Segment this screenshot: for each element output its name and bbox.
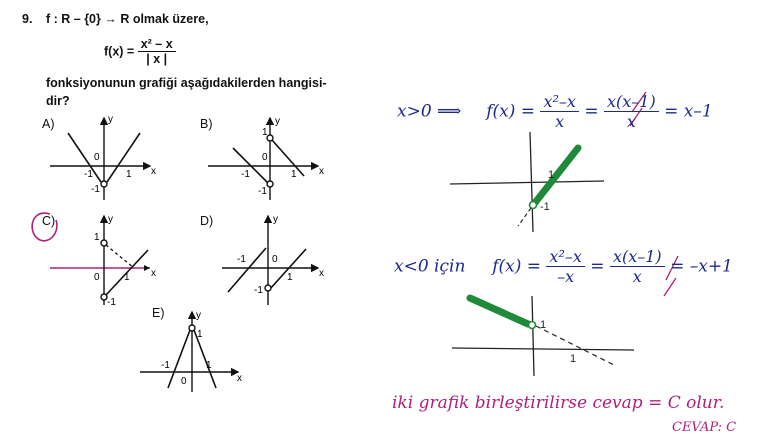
- function-numerator: x² – x: [138, 37, 176, 52]
- question-line-3: fonksiyonunun grafiği aşağıdakilerden hangisi-: [46, 76, 327, 90]
- graph-e-tick: 1: [206, 360, 212, 371]
- case2-condition: x<0 için: [394, 256, 466, 277]
- graph-e-tick: 0: [181, 376, 187, 387]
- sketch2-x-axis: [452, 348, 634, 350]
- sketch2-label: 1: [540, 319, 547, 331]
- graph-a-hole: [101, 181, 107, 187]
- graph-e-x-label: x: [237, 373, 242, 384]
- graph-c-tick: 1: [124, 272, 130, 283]
- solution-answer: CEVAP: C: [672, 420, 737, 435]
- sketch2-green-line: [470, 298, 528, 324]
- case2-frac1-den: –x: [557, 267, 575, 286]
- function-denominator: | x |: [146, 52, 168, 66]
- case2-frac2-num: x(x–1): [610, 247, 665, 267]
- case2-f: f(x) =: [492, 256, 542, 277]
- function-lhs: f(x) =: [104, 44, 135, 59]
- graph-option-b: [208, 116, 324, 200]
- option-a-label: A): [42, 117, 55, 131]
- case2-frac2-den: x: [632, 267, 642, 286]
- case2-result: = –x+1: [670, 256, 733, 277]
- solution-case1: x>0 ⟹ f(x) = $\frac{\text{x²–x}}{x}$ = $\frac{x(x-1)}{x}$ = x–1: [397, 92, 713, 131]
- graph-option-a: [50, 114, 156, 200]
- graph-b-tick: -1: [241, 169, 250, 180]
- solution-case2: x<0 için f(x) = $\frac{\text{x²–x}}{-x}$ = $\frac{x(x-1)}{x}$ = –x+1: [394, 247, 733, 286]
- solution-conclusion: iki grafik birleştirilirse cevap = C olur.: [392, 393, 725, 413]
- sketch1-dashed: [518, 208, 531, 226]
- graph-e-left-branch: [168, 330, 190, 388]
- graph-a-tick: -1: [84, 169, 93, 180]
- sketch2-y-axis: [532, 296, 534, 376]
- graph-d-tick: 0: [272, 254, 278, 265]
- graph-b-x-label: x: [319, 166, 324, 177]
- graph-b-tick: 1: [291, 169, 297, 180]
- sketch1-label: -1: [540, 201, 550, 213]
- graph-c-tick: -1: [107, 297, 116, 308]
- graph-c-tick: 1: [94, 232, 100, 243]
- case1-frac1-num: x²–x: [540, 92, 578, 112]
- option-b-label: B): [200, 117, 213, 131]
- case1-frac2-num: x(x–1): [604, 92, 659, 112]
- graph-b-tick: -1: [258, 186, 267, 197]
- sketch2-label: 1: [570, 353, 577, 365]
- graph-e-y-label: y: [196, 310, 201, 321]
- case1-condition: x>0 ⟹: [397, 101, 462, 122]
- graph-a-y-label: y: [108, 114, 113, 125]
- graph-b-tick: 1: [262, 127, 268, 138]
- graph-a-tick: 0: [94, 152, 100, 163]
- graph-e-hole: [189, 325, 195, 331]
- option-d-label: D): [200, 214, 214, 228]
- option-c-label: C): [42, 214, 56, 228]
- question-line-1: f : R – {0} → R olmak üzere,: [46, 12, 209, 26]
- graph-d-hole: [265, 285, 271, 291]
- graph-option-e: [140, 310, 242, 392]
- solution-sketch-1: [450, 132, 604, 232]
- graph-c-hole-top: [101, 240, 107, 246]
- graph-option-d: [222, 214, 324, 305]
- case1-frac2-den: x: [626, 112, 636, 131]
- graph-c-dashed: [106, 245, 134, 268]
- answer-circle-mark: [32, 213, 57, 241]
- graph-c-tick: 0: [94, 272, 100, 283]
- graph-a-tick: -1: [91, 184, 100, 195]
- solution-sketch-2: [452, 296, 634, 376]
- sketch1-green-line: [534, 148, 578, 204]
- graph-d-tick: 1: [287, 272, 293, 283]
- graph-d-tick: -1: [254, 285, 263, 296]
- sketch1-x-axis: [450, 181, 604, 184]
- graph-d-tick: -1: [237, 254, 246, 265]
- graph-d-y-label: y: [273, 214, 278, 225]
- question-line-4: dir?: [46, 94, 70, 108]
- option-e-label: E): [152, 306, 165, 320]
- graph-a-tick: 1: [126, 169, 132, 180]
- graph-c-y-label: y: [108, 214, 113, 225]
- graph-a-right-branch: [107, 133, 140, 182]
- graph-e-tick: -1: [161, 360, 170, 371]
- graph-b-right-branch: [272, 140, 304, 176]
- graph-option-c: [50, 214, 156, 308]
- sketch1-label: 1: [548, 169, 555, 181]
- graph-b-tick: 0: [262, 152, 268, 163]
- case2-frac1-num: x²–x: [546, 247, 584, 267]
- sketch2-hole: [529, 322, 536, 329]
- graph-c-x-label: x: [151, 268, 156, 279]
- graph-b-y-label: y: [275, 116, 280, 127]
- graph-a-x-label: x: [151, 166, 156, 177]
- case1-result: = x–1: [664, 101, 713, 122]
- graph-b-hole-top: [267, 135, 273, 141]
- case1-f: f(x) =: [486, 101, 536, 122]
- sketch1-hole: [530, 202, 537, 209]
- graph-e-tick: 1: [197, 329, 203, 340]
- graph-b-hole-bottom: [267, 181, 273, 187]
- case1-frac1-den: x: [555, 112, 565, 131]
- graph-d-x-label: x: [319, 268, 324, 279]
- question-number: 9.: [22, 12, 33, 26]
